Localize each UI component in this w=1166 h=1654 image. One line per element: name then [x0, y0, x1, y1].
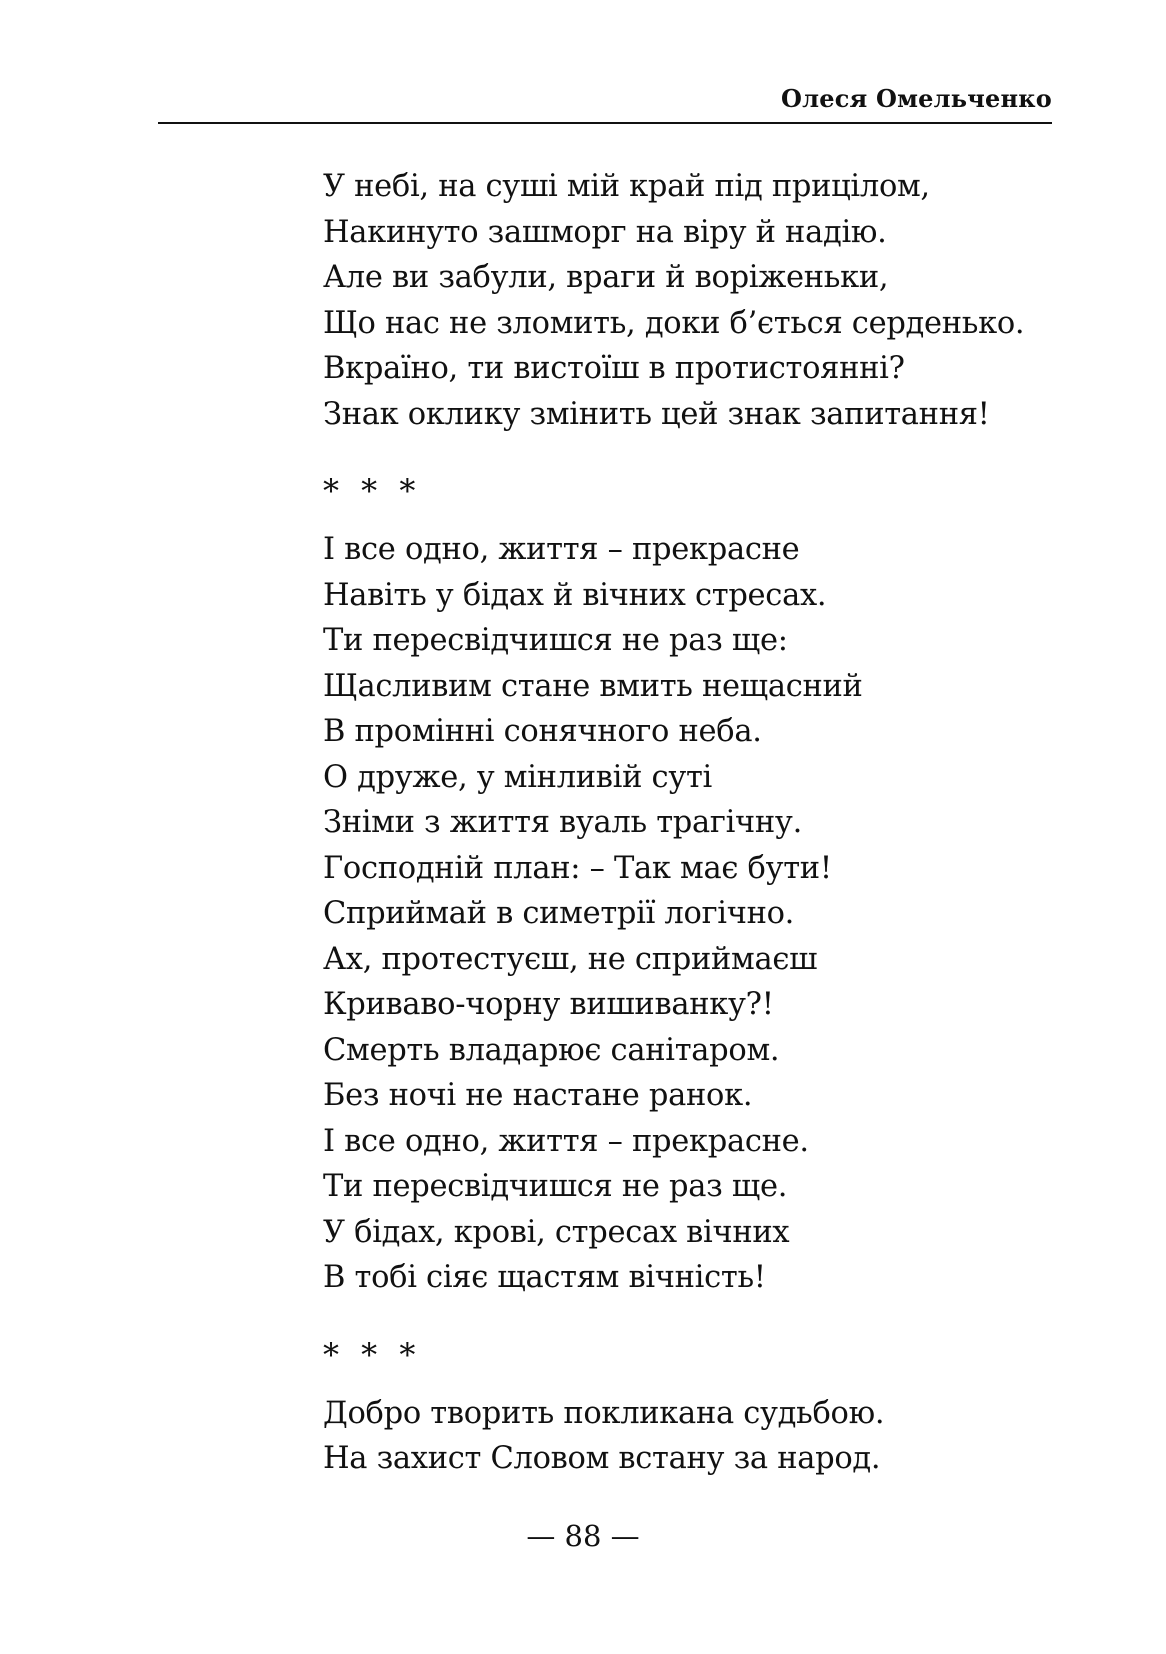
- poem-line: Щасливим стане вмить нещасний: [323, 668, 863, 704]
- stanza-2: [323, 527, 1063, 1301]
- poem-line: Сприймай в симетрії логічно.: [323, 896, 795, 931]
- poem-line: В тобі сіяє щастям вічність!: [323, 1260, 766, 1295]
- poem-content: [323, 164, 1063, 1482]
- poem-line: Добро творить покликана судьбою.: [323, 1395, 885, 1431]
- stanza-3: [323, 1391, 1063, 1482]
- page-number: — 88 —: [526, 1519, 640, 1553]
- poem-line: Ти пересвідчишся не раз ще:: [323, 623, 788, 658]
- poem-line: Накинуто зашморг на віру й надію.: [323, 214, 887, 250]
- page-header: [158, 84, 1052, 124]
- poem-line: І все одно, життя – прекрасне: [323, 532, 800, 567]
- poem-line: Ах, протестуєш, не сприймаєш: [323, 941, 818, 977]
- poem-line: У небі, на суші мій край під прицілом,: [323, 169, 930, 204]
- poem-line: У бідах, крові, стресах вічних: [323, 1214, 790, 1250]
- poem-line: Але ви забули, враги й воріженьки,: [323, 260, 889, 295]
- poem-line: Без ночі не настане ранок.: [323, 1078, 753, 1113]
- poem-line: Криваво-чорну вишиванку?!: [323, 987, 774, 1022]
- poem-line: О друже, у мінливій суті: [323, 759, 713, 795]
- poem-line: Що нас не зломить, доки б’ється серденько.: [323, 305, 1025, 341]
- poem-line: Смерть владарює санітаром.: [323, 1032, 780, 1068]
- author-name: Олеся Омельченко: [781, 84, 1052, 113]
- stanza-1: [323, 164, 1063, 437]
- poem-line: Навіть у бідах й вічних стресах.: [323, 577, 827, 613]
- poem-line: Зніми з життя вуаль трагічну.: [323, 805, 802, 840]
- stanza-divider: * * *: [323, 472, 422, 510]
- stanza-divider: * * *: [323, 1335, 422, 1374]
- poem-line: На захист Словом встану за народ.: [323, 1441, 881, 1476]
- poem-line: Знак оклику змінить цей знак запитання!: [323, 396, 990, 432]
- poem-line: І все одно, життя – прекрасне.: [323, 1123, 809, 1159]
- poem-line: Ти пересвідчишся не раз ще.: [323, 1169, 788, 1204]
- poem-line: Вкраїно, ти вистоїш в протистоянні?: [323, 351, 905, 386]
- poem-line: Господній план: – Так має бути!: [323, 850, 832, 886]
- poem-line: В промінні сонячного неба.: [323, 714, 762, 749]
